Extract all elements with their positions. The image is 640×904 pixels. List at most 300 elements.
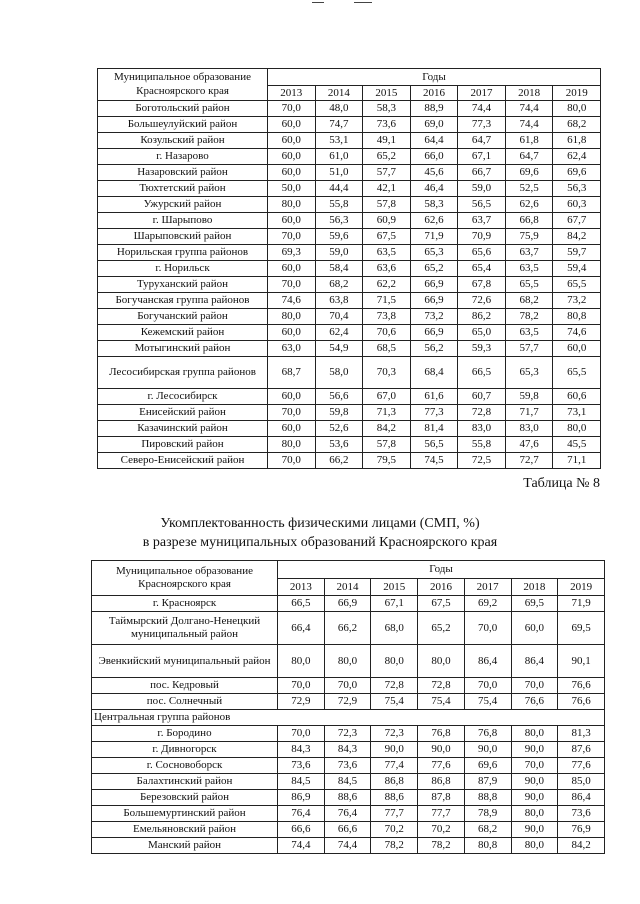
value-cell-2019: 84,2 bbox=[553, 229, 601, 245]
municipality-cell: Назаровский район bbox=[98, 165, 268, 181]
table-row bbox=[98, 181, 601, 197]
value-cell-2015: 71,3 bbox=[363, 405, 411, 421]
value-cell-2016: 81,4 bbox=[410, 421, 458, 437]
value-cell-2017: 83,0 bbox=[458, 421, 506, 437]
value-cell-2013: 84,5 bbox=[278, 774, 325, 790]
table-row bbox=[92, 596, 605, 612]
value-cell-2019: 68,2 bbox=[553, 117, 601, 133]
value-cell-2019: 90,1 bbox=[558, 645, 605, 678]
value-cell-2013: 60,0 bbox=[268, 165, 316, 181]
value-cell-2017: 90,0 bbox=[464, 742, 511, 758]
municipality-cell: Богучанская группа районов bbox=[98, 293, 268, 309]
value-cell-2015: 67,1 bbox=[371, 596, 418, 612]
table-row bbox=[98, 421, 601, 437]
value-cell-2014: 66,2 bbox=[324, 612, 371, 645]
value-cell-2018: 52,5 bbox=[505, 181, 553, 197]
municipality-cell: Емельяновский район bbox=[92, 822, 278, 838]
value-cell-2013: 50,0 bbox=[268, 181, 316, 197]
value-cell-2019: 74,6 bbox=[553, 325, 601, 341]
value-cell-2013: 60,0 bbox=[268, 117, 316, 133]
table-row bbox=[98, 293, 601, 309]
value-cell-2019: 85,0 bbox=[558, 774, 605, 790]
year-header-2017: 2017 bbox=[464, 579, 511, 596]
value-cell-2018: 70,0 bbox=[511, 758, 558, 774]
value-cell-2013: 84,3 bbox=[278, 742, 325, 758]
value-cell-2019: 69,6 bbox=[553, 165, 601, 181]
table-row bbox=[98, 325, 601, 341]
value-cell-2017: 70,0 bbox=[464, 678, 511, 694]
value-cell-2016: 77,3 bbox=[410, 405, 458, 421]
year-header-2014: 2014 bbox=[315, 86, 363, 101]
value-cell-2017: 69,2 bbox=[464, 596, 511, 612]
municipality-cell: Таймырский Долгано-Ненецкий муниципальный район bbox=[92, 612, 278, 645]
year-header-2017: 2017 bbox=[458, 86, 506, 101]
table-row bbox=[92, 645, 605, 678]
municipality-cell: Балахтинский район bbox=[92, 774, 278, 790]
value-cell-2017: 59,0 bbox=[458, 181, 506, 197]
value-cell-2015: 86,8 bbox=[371, 774, 418, 790]
value-cell-2015: 68,0 bbox=[371, 612, 418, 645]
value-cell-2017: 70,0 bbox=[464, 612, 511, 645]
value-cell-2019: 80,0 bbox=[553, 421, 601, 437]
value-cell-2016: 80,0 bbox=[418, 645, 465, 678]
value-cell-2015: 68,5 bbox=[363, 341, 411, 357]
municipality-cell: Богучанский район bbox=[98, 309, 268, 325]
value-cell-2018: 65,3 bbox=[505, 357, 553, 389]
value-cell-2013: 74,6 bbox=[268, 293, 316, 309]
value-cell-2016: 67,5 bbox=[418, 596, 465, 612]
value-cell-2018: 74,4 bbox=[505, 101, 553, 117]
municipality-cell: Кежемский район bbox=[98, 325, 268, 341]
value-cell-2013: 70,0 bbox=[268, 453, 316, 469]
table-row bbox=[98, 245, 601, 261]
value-cell-2018: 90,0 bbox=[511, 742, 558, 758]
value-cell-2015: 42,1 bbox=[363, 181, 411, 197]
column-header-years: Годы bbox=[278, 561, 605, 579]
table-2 bbox=[91, 560, 605, 854]
value-cell-2016: 77,7 bbox=[418, 806, 465, 822]
value-cell-2016: 45,6 bbox=[410, 165, 458, 181]
value-cell-2017: 67,1 bbox=[458, 149, 506, 165]
value-cell-2014: 66,9 bbox=[324, 596, 371, 612]
value-cell-2013: 66,4 bbox=[278, 612, 325, 645]
value-cell-2013: 80,0 bbox=[278, 645, 325, 678]
value-cell-2018: 80,0 bbox=[511, 806, 558, 822]
value-cell-2017: 86,4 bbox=[464, 645, 511, 678]
group-label-cell: Центральная группа районов bbox=[92, 710, 605, 726]
table-row bbox=[92, 710, 605, 726]
table-row bbox=[92, 758, 605, 774]
value-cell-2013: 80,0 bbox=[268, 437, 316, 453]
value-cell-2016: 61,6 bbox=[410, 389, 458, 405]
value-cell-2019: 73,2 bbox=[553, 293, 601, 309]
value-cell-2018: 59,8 bbox=[505, 389, 553, 405]
municipality-cell: Березовский район bbox=[92, 790, 278, 806]
column-header-line-1: Муниципальное образование bbox=[116, 564, 253, 577]
top-dash-right bbox=[354, 2, 372, 3]
value-cell-2018: 66,8 bbox=[505, 213, 553, 229]
value-cell-2018: 47,6 bbox=[505, 437, 553, 453]
header-row bbox=[98, 69, 601, 86]
municipality-cell: Пировский район bbox=[98, 437, 268, 453]
value-cell-2016: 74,5 bbox=[410, 453, 458, 469]
value-cell-2019: 60,6 bbox=[553, 389, 601, 405]
value-cell-2019: 84,2 bbox=[558, 838, 605, 854]
value-cell-2016: 66,0 bbox=[410, 149, 458, 165]
year-header-2019: 2019 bbox=[558, 579, 605, 596]
value-cell-2014: 76,4 bbox=[324, 806, 371, 822]
value-cell-2013: 73,6 bbox=[278, 758, 325, 774]
value-cell-2015: 58,3 bbox=[363, 101, 411, 117]
value-cell-2014: 52,6 bbox=[315, 421, 363, 437]
municipality-cell: г. Бородино bbox=[92, 726, 278, 742]
value-cell-2016: 56,5 bbox=[410, 437, 458, 453]
value-cell-2019: 59,7 bbox=[553, 245, 601, 261]
value-cell-2018: 63,5 bbox=[505, 325, 553, 341]
table-row bbox=[98, 357, 601, 389]
value-cell-2013: 66,5 bbox=[278, 596, 325, 612]
municipality-cell: Шарыповский район bbox=[98, 229, 268, 245]
value-cell-2018: 60,0 bbox=[511, 612, 558, 645]
value-cell-2014: 44,4 bbox=[315, 181, 363, 197]
value-cell-2016: 77,6 bbox=[418, 758, 465, 774]
municipality-cell: Енисейский район bbox=[98, 405, 268, 421]
value-cell-2019: 77,6 bbox=[558, 758, 605, 774]
value-cell-2015: 71,5 bbox=[363, 293, 411, 309]
municipality-cell: Козульский район bbox=[98, 133, 268, 149]
value-cell-2018: 80,0 bbox=[511, 838, 558, 854]
value-cell-2019: 80,0 bbox=[553, 101, 601, 117]
value-cell-2017: 63,7 bbox=[458, 213, 506, 229]
table-row bbox=[98, 341, 601, 357]
municipality-cell: Большемуртинский район bbox=[92, 806, 278, 822]
value-cell-2016: 46,4 bbox=[410, 181, 458, 197]
value-cell-2016: 73,2 bbox=[410, 309, 458, 325]
value-cell-2019: 56,3 bbox=[553, 181, 601, 197]
value-cell-2014: 84,3 bbox=[324, 742, 371, 758]
value-cell-2019: 67,7 bbox=[553, 213, 601, 229]
table-row bbox=[98, 437, 601, 453]
year-header-2018: 2018 bbox=[511, 579, 558, 596]
table-row bbox=[98, 117, 601, 133]
year-header-2016: 2016 bbox=[410, 86, 458, 101]
municipality-cell: Норильская группа районов bbox=[98, 245, 268, 261]
value-cell-2013: 72,9 bbox=[278, 694, 325, 710]
value-cell-2013: 60,0 bbox=[268, 389, 316, 405]
table-title-line-1: Укомплектованность физическими лицами (СМП, %) bbox=[160, 516, 480, 531]
value-cell-2014: 58,0 bbox=[315, 357, 363, 389]
column-header-municipality bbox=[98, 69, 268, 101]
value-cell-2017: 74,4 bbox=[458, 101, 506, 117]
value-cell-2014: 70,4 bbox=[315, 309, 363, 325]
value-cell-2017: 88,8 bbox=[464, 790, 511, 806]
value-cell-2017: 55,8 bbox=[458, 437, 506, 453]
municipality-cell: г. Дивногорск bbox=[92, 742, 278, 758]
year-header-2014: 2014 bbox=[324, 579, 371, 596]
value-cell-2016: 65,2 bbox=[410, 261, 458, 277]
value-cell-2016: 66,9 bbox=[410, 293, 458, 309]
value-cell-2017: 69,6 bbox=[464, 758, 511, 774]
value-cell-2018: 69,6 bbox=[505, 165, 553, 181]
value-cell-2013: 60,0 bbox=[268, 421, 316, 437]
value-cell-2014: 80,0 bbox=[324, 645, 371, 678]
value-cell-2014: 58,4 bbox=[315, 261, 363, 277]
table-row bbox=[98, 213, 601, 229]
value-cell-2013: 60,0 bbox=[268, 133, 316, 149]
value-cell-2014: 70,0 bbox=[324, 678, 371, 694]
municipality-cell: Казачинский район bbox=[98, 421, 268, 437]
value-cell-2016: 76,8 bbox=[418, 726, 465, 742]
value-cell-2013: 68,7 bbox=[268, 357, 316, 389]
value-cell-2015: 57,8 bbox=[363, 197, 411, 213]
value-cell-2015: 63,5 bbox=[363, 245, 411, 261]
municipality-cell: пос. Солнечный bbox=[92, 694, 278, 710]
value-cell-2017: 72,6 bbox=[458, 293, 506, 309]
value-cell-2016: 70,2 bbox=[418, 822, 465, 838]
value-cell-2016: 78,2 bbox=[418, 838, 465, 854]
municipality-cell: г. Лесосибирск bbox=[98, 389, 268, 405]
municipality-cell: г. Назарово bbox=[98, 149, 268, 165]
value-cell-2019: 71,9 bbox=[558, 596, 605, 612]
value-cell-2014: 72,3 bbox=[324, 726, 371, 742]
value-cell-2015: 63,6 bbox=[363, 261, 411, 277]
municipality-cell: Лесосибирская группа районов bbox=[98, 357, 268, 389]
value-cell-2015: 57,8 bbox=[363, 437, 411, 453]
table-row bbox=[92, 822, 605, 838]
value-cell-2014: 66,2 bbox=[315, 453, 363, 469]
table-row bbox=[98, 453, 601, 469]
value-cell-2013: 60,0 bbox=[268, 149, 316, 165]
value-cell-2015: 80,0 bbox=[371, 645, 418, 678]
value-cell-2017: 66,7 bbox=[458, 165, 506, 181]
table-row bbox=[92, 774, 605, 790]
value-cell-2016: 65,2 bbox=[418, 612, 465, 645]
value-cell-2016: 87,8 bbox=[418, 790, 465, 806]
value-cell-2016: 88,9 bbox=[410, 101, 458, 117]
value-cell-2015: 67,0 bbox=[363, 389, 411, 405]
value-cell-2018: 72,7 bbox=[505, 453, 553, 469]
value-cell-2016: 68,4 bbox=[410, 357, 458, 389]
value-cell-2017: 67,8 bbox=[458, 277, 506, 293]
value-cell-2014: 54,9 bbox=[315, 341, 363, 357]
value-cell-2015: 72,3 bbox=[371, 726, 418, 742]
value-cell-2014: 62,4 bbox=[315, 325, 363, 341]
value-cell-2014: 74,7 bbox=[315, 117, 363, 133]
value-cell-2015: 73,8 bbox=[363, 309, 411, 325]
column-header-municipality bbox=[92, 561, 278, 596]
table-row bbox=[92, 612, 605, 645]
value-cell-2019: 86,4 bbox=[558, 790, 605, 806]
value-cell-2013: 80,0 bbox=[268, 309, 316, 325]
value-cell-2014: 68,2 bbox=[315, 277, 363, 293]
value-cell-2015: 78,2 bbox=[371, 838, 418, 854]
value-cell-2015: 57,7 bbox=[363, 165, 411, 181]
value-cell-2019: 60,3 bbox=[553, 197, 601, 213]
value-cell-2015: 90,0 bbox=[371, 742, 418, 758]
year-header-2015: 2015 bbox=[371, 579, 418, 596]
table-row bbox=[98, 197, 601, 213]
value-cell-2018: 63,7 bbox=[505, 245, 553, 261]
table-row bbox=[98, 309, 601, 325]
value-cell-2018: 76,6 bbox=[511, 694, 558, 710]
value-cell-2017: 66,5 bbox=[458, 357, 506, 389]
value-cell-2017: 75,4 bbox=[464, 694, 511, 710]
top-dash-left bbox=[312, 2, 324, 3]
value-cell-2016: 66,9 bbox=[410, 277, 458, 293]
value-cell-2017: 59,3 bbox=[458, 341, 506, 357]
value-cell-2018: 74,4 bbox=[505, 117, 553, 133]
value-cell-2019: 69,5 bbox=[558, 612, 605, 645]
value-cell-2014: 56,3 bbox=[315, 213, 363, 229]
municipality-cell: Северо-Енисейский район bbox=[98, 453, 268, 469]
value-cell-2019: 81,3 bbox=[558, 726, 605, 742]
value-cell-2017: 72,8 bbox=[458, 405, 506, 421]
value-cell-2014: 56,6 bbox=[315, 389, 363, 405]
table-number: Таблица № 8 bbox=[523, 476, 600, 491]
column-header-line-2: Красноярского края bbox=[138, 578, 231, 590]
value-cell-2013: 76,4 bbox=[278, 806, 325, 822]
value-cell-2018: 83,0 bbox=[505, 421, 553, 437]
value-cell-2014: 53,6 bbox=[315, 437, 363, 453]
value-cell-2018: 86,4 bbox=[511, 645, 558, 678]
value-cell-2019: 65,5 bbox=[553, 357, 601, 389]
value-cell-2019: 61,8 bbox=[553, 133, 601, 149]
table-row bbox=[92, 838, 605, 854]
value-cell-2015: 88,6 bbox=[371, 790, 418, 806]
municipality-cell: Ужурский район bbox=[98, 197, 268, 213]
value-cell-2016: 69,0 bbox=[410, 117, 458, 133]
table-1 bbox=[97, 68, 601, 469]
value-cell-2019: 73,1 bbox=[553, 405, 601, 421]
value-cell-2018: 61,8 bbox=[505, 133, 553, 149]
value-cell-2014: 84,5 bbox=[324, 774, 371, 790]
value-cell-2017: 60,7 bbox=[458, 389, 506, 405]
value-cell-2013: 70,0 bbox=[278, 678, 325, 694]
value-cell-2015: 84,2 bbox=[363, 421, 411, 437]
table-row bbox=[98, 165, 601, 181]
value-cell-2017: 77,3 bbox=[458, 117, 506, 133]
value-cell-2018: 90,0 bbox=[511, 774, 558, 790]
value-cell-2017: 78,9 bbox=[464, 806, 511, 822]
value-cell-2013: 70,0 bbox=[268, 101, 316, 117]
table-row bbox=[98, 261, 601, 277]
value-cell-2018: 62,6 bbox=[505, 197, 553, 213]
value-cell-2016: 62,6 bbox=[410, 213, 458, 229]
value-cell-2019: 65,5 bbox=[553, 277, 601, 293]
value-cell-2019: 76,6 bbox=[558, 678, 605, 694]
value-cell-2018: 68,2 bbox=[505, 293, 553, 309]
value-cell-2013: 69,3 bbox=[268, 245, 316, 261]
value-cell-2017: 86,2 bbox=[458, 309, 506, 325]
value-cell-2017: 65,4 bbox=[458, 261, 506, 277]
value-cell-2013: 60,0 bbox=[268, 325, 316, 341]
year-header-2019: 2019 bbox=[553, 86, 601, 101]
value-cell-2019: 76,6 bbox=[558, 694, 605, 710]
value-cell-2014: 72,9 bbox=[324, 694, 371, 710]
value-cell-2013: 70,0 bbox=[268, 277, 316, 293]
value-cell-2017: 65,0 bbox=[458, 325, 506, 341]
value-cell-2014: 59,8 bbox=[315, 405, 363, 421]
value-cell-2017: 56,5 bbox=[458, 197, 506, 213]
municipality-cell: Мотыгинский район bbox=[98, 341, 268, 357]
table-row bbox=[98, 101, 601, 117]
value-cell-2015: 65,2 bbox=[363, 149, 411, 165]
year-header-2018: 2018 bbox=[505, 86, 553, 101]
value-cell-2016: 64,4 bbox=[410, 133, 458, 149]
value-cell-2019: 60,0 bbox=[553, 341, 601, 357]
value-cell-2017: 72,5 bbox=[458, 453, 506, 469]
column-header-years: Годы bbox=[268, 69, 601, 86]
value-cell-2014: 66,6 bbox=[324, 822, 371, 838]
value-cell-2017: 76,8 bbox=[464, 726, 511, 742]
municipality-cell: г. Норильск bbox=[98, 261, 268, 277]
table-row bbox=[92, 790, 605, 806]
value-cell-2015: 70,2 bbox=[371, 822, 418, 838]
value-cell-2014: 48,0 bbox=[315, 101, 363, 117]
municipality-cell: г. Сосновоборск bbox=[92, 758, 278, 774]
year-header-2013: 2013 bbox=[278, 579, 325, 596]
value-cell-2013: 74,4 bbox=[278, 838, 325, 854]
value-cell-2014: 59,6 bbox=[315, 229, 363, 245]
municipality-cell: г. Шарыпово bbox=[98, 213, 268, 229]
value-cell-2019: 80,8 bbox=[553, 309, 601, 325]
value-cell-2014: 73,6 bbox=[324, 758, 371, 774]
value-cell-2015: 72,8 bbox=[371, 678, 418, 694]
value-cell-2013: 63,0 bbox=[268, 341, 316, 357]
column-header-line-1: Муниципальное образование bbox=[114, 71, 251, 84]
value-cell-2014: 51,0 bbox=[315, 165, 363, 181]
value-cell-2017: 64,7 bbox=[458, 133, 506, 149]
table-row bbox=[98, 229, 601, 245]
value-cell-2015: 49,1 bbox=[363, 133, 411, 149]
value-cell-2019: 71,1 bbox=[553, 453, 601, 469]
value-cell-2013: 66,6 bbox=[278, 822, 325, 838]
column-header-line-2: Красноярского края bbox=[136, 84, 229, 97]
value-cell-2014: 74,4 bbox=[324, 838, 371, 854]
year-header-2016: 2016 bbox=[418, 579, 465, 596]
value-cell-2015: 62,2 bbox=[363, 277, 411, 293]
value-cell-2015: 67,5 bbox=[363, 229, 411, 245]
value-cell-2016: 56,2 bbox=[410, 341, 458, 357]
table-row bbox=[92, 726, 605, 742]
value-cell-2016: 90,0 bbox=[418, 742, 465, 758]
municipality-cell: Боготольский район bbox=[98, 101, 268, 117]
value-cell-2016: 66,9 bbox=[410, 325, 458, 341]
value-cell-2016: 72,8 bbox=[418, 678, 465, 694]
value-cell-2015: 73,6 bbox=[363, 117, 411, 133]
value-cell-2018: 69,5 bbox=[511, 596, 558, 612]
value-cell-2015: 70,6 bbox=[363, 325, 411, 341]
value-cell-2013: 80,0 bbox=[268, 197, 316, 213]
value-cell-2019: 76,9 bbox=[558, 822, 605, 838]
value-cell-2015: 75,4 bbox=[371, 694, 418, 710]
value-cell-2019: 45,5 bbox=[553, 437, 601, 453]
value-cell-2015: 70,3 bbox=[363, 357, 411, 389]
value-cell-2013: 60,0 bbox=[268, 213, 316, 229]
value-cell-2018: 90,0 bbox=[511, 822, 558, 838]
table-title-line-2: в разрезе муниципальных образований Красноярского края bbox=[142, 535, 498, 550]
value-cell-2014: 61,0 bbox=[315, 149, 363, 165]
table-row bbox=[92, 678, 605, 694]
table-row bbox=[98, 149, 601, 165]
value-cell-2018: 80,0 bbox=[511, 726, 558, 742]
value-cell-2016: 65,3 bbox=[410, 245, 458, 261]
value-cell-2016: 58,3 bbox=[410, 197, 458, 213]
value-cell-2016: 75,4 bbox=[418, 694, 465, 710]
value-cell-2014: 63,8 bbox=[315, 293, 363, 309]
value-cell-2017: 87,9 bbox=[464, 774, 511, 790]
value-cell-2014: 88,6 bbox=[324, 790, 371, 806]
